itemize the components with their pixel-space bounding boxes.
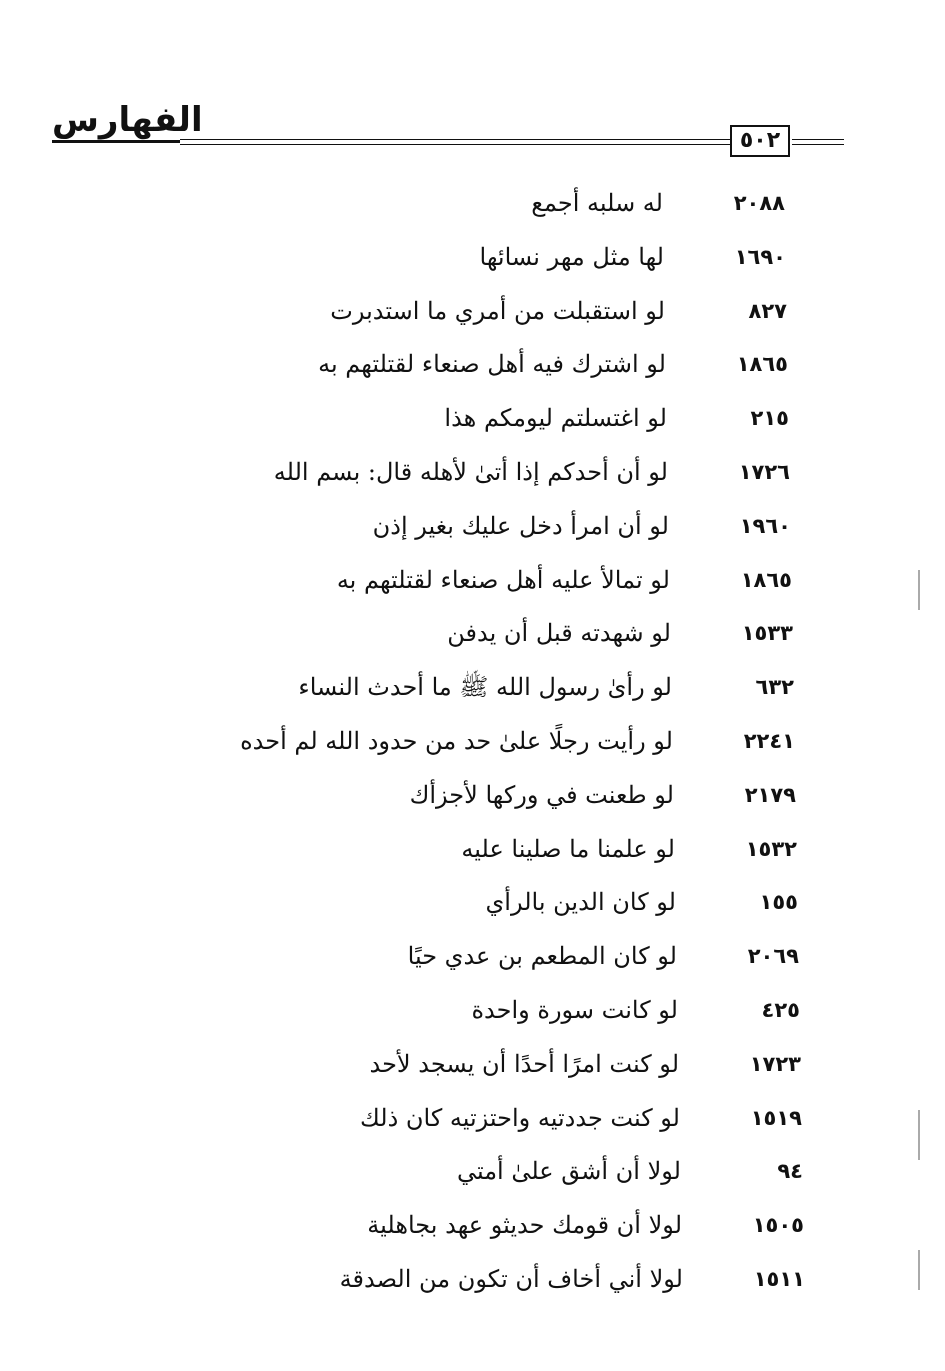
entry-number: ٢١٥	[750, 406, 789, 430]
entry-text: لو استقبلت من أمري ما استدبرت	[330, 297, 665, 325]
entry-number: ١٥١٩	[750, 1106, 802, 1130]
entry-number: ١٥٣٣	[741, 621, 793, 645]
index-entry	[0, 936, 945, 976]
index-entry	[0, 667, 945, 707]
entry-number: ١٥٠٥	[752, 1213, 804, 1237]
entry-text: لها مثل مهر نسائها	[479, 243, 664, 271]
index-entry	[0, 1151, 945, 1191]
entry-number: ٢٠٦٩	[747, 944, 799, 968]
index-entry	[0, 560, 945, 600]
entry-text: لولا أن أشق علىٰ أمتي	[456, 1157, 681, 1185]
entry-text: لو رأىٰ رسول الله ﷺ ما أحدث النساء	[298, 673, 672, 701]
header-rule-top	[180, 139, 730, 140]
index-entry	[0, 291, 945, 331]
entry-text: لو كانت سورة واحدة	[471, 996, 678, 1024]
entry-number: ٢١٧٩	[744, 783, 796, 807]
margin-mark	[918, 1110, 920, 1160]
section-title: الفهارس	[52, 100, 203, 140]
entry-number: ١٦٩٠	[734, 245, 786, 269]
entry-text: لو كان المطعم بن عدي حيًا	[407, 942, 677, 970]
entry-number: ١٨٦٥	[736, 352, 788, 376]
entry-number: ١٧٢٣	[749, 1052, 801, 1076]
entry-text: لو شهدته قبل أن يدفن	[447, 619, 671, 647]
index-entry	[0, 613, 945, 653]
entry-number: ١٩٦٠	[739, 514, 791, 538]
index-entry	[0, 344, 945, 384]
entry-number: ١٥٣٢	[745, 837, 797, 861]
title-underline	[52, 140, 180, 143]
index-entry	[0, 721, 945, 761]
index-entry	[0, 237, 945, 277]
entry-number: ١٥١١	[753, 1267, 805, 1291]
index-entry	[0, 452, 945, 492]
index-entry	[0, 183, 945, 223]
entry-number: ٢٠٨٨	[733, 191, 785, 215]
entry-text: لو أن امرأ دخل عليك بغير إذن	[372, 512, 669, 540]
margin-mark	[918, 1250, 920, 1290]
entry-text: لو اشترك فيه أهل صنعاء لقتلتهم به	[318, 350, 666, 378]
entry-text: لو كنت امرًا أحدًا أن يسجد لأحد	[369, 1050, 679, 1078]
entry-number: ١٥٥	[759, 890, 798, 914]
entry-text: لو أن أحدكم إذا أتىٰ لأهله قال: بسم الله	[273, 458, 668, 486]
index-entry	[0, 1205, 945, 1245]
entry-number: ٢٢٤١	[743, 729, 795, 753]
entry-text: لولا أني أخاف أن تكون من الصدقة	[339, 1265, 683, 1293]
index-entry	[0, 1044, 945, 1084]
entry-text: لو كنت جددتيه واحتزتيه كان ذلك	[360, 1104, 680, 1132]
entry-text: لو رأيت رجلًا علىٰ حد من حدود الله لم أحده	[240, 727, 673, 755]
index-entry	[0, 1259, 945, 1299]
entry-number: ٤٢٥	[761, 998, 800, 1022]
margin-mark	[918, 570, 920, 610]
entry-number: ١٨٦٥	[740, 568, 792, 592]
entry-text: لو علمنا ما صلينا عليه	[461, 835, 675, 863]
entry-text: لو تمالأ عليه أهل صنعاء لقتلتهم به	[336, 566, 670, 594]
entry-number: ٦٣٢	[755, 675, 794, 699]
index-entry	[0, 506, 945, 546]
header-rule-right-top	[792, 139, 844, 140]
index-entry	[0, 398, 945, 438]
entry-text: له سلبه أجمع	[531, 189, 663, 217]
page-header	[0, 0, 945, 180]
entry-number: ١٧٢٦	[738, 460, 790, 484]
entry-text: لولا أن قومك حديثو عهد بجاهلية	[367, 1211, 682, 1239]
index-entry	[0, 1098, 945, 1138]
entry-text: لو كان الدين بالرأي	[485, 888, 676, 916]
entry-text: لو اغتسلتم ليومكم هذا	[444, 404, 667, 432]
index-entry	[0, 882, 945, 922]
entry-number: ٩٤	[777, 1159, 803, 1183]
index-entry	[0, 829, 945, 869]
index-entry	[0, 775, 945, 815]
page-number: ٥٠٢	[730, 125, 790, 157]
header-rule-right-bottom	[792, 144, 844, 145]
header-rule-bottom	[180, 144, 730, 145]
entry-text: لو طعنت في وركها لأجزأك	[409, 781, 674, 809]
index-entry	[0, 990, 945, 1030]
entry-number: ٨٢٧	[748, 299, 787, 323]
